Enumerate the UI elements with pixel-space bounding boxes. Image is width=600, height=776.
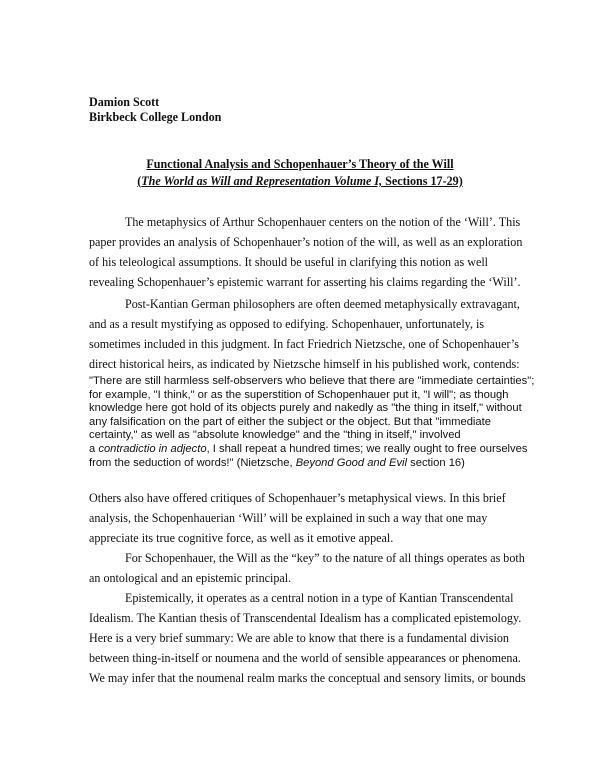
author-name: Damion Scott: [89, 95, 160, 109]
text-line: and as a result mystifying as opposed to edifying. Schopenhauer, unfortunately, is: [89, 317, 485, 331]
text-line: direct historical heirs, as indicated by Nietzsche himself in his published work, contends:: [89, 357, 520, 371]
author-block: [89, 95, 221, 125]
text-line: For Schopenhauer, the Will as the “key” to the nature of all things operates as both: [125, 551, 525, 565]
quote-latin-phrase: contradictio in adjecto: [98, 442, 207, 455]
quote-line: "There are still harmless self-observers who believe that there are "immediate certainties";: [89, 375, 535, 387]
paragraph-3: [89, 488, 529, 548]
quote-text: from the seduction of words!" (Nietzsche,: [89, 456, 296, 469]
text-line: revealing Schopenhauer’s epistemic warrant for asserting his claims regarding the ‘Will’.: [89, 275, 521, 289]
text-line: of his teleological assumptions. It should be useful in clarifying this notion as well: [89, 255, 489, 269]
quote-text: , I shall repeat a hundred times; we really ought to free ourselves: [206, 442, 528, 455]
nietzsche-quote: [89, 375, 534, 470]
text-line: analysis, the Schopenhauerian ‘Will’ will be explained in such a way that one may: [89, 511, 488, 525]
title-paren: (: [137, 174, 142, 188]
title-sections: Sections 17-29): [382, 174, 463, 188]
text-line: between thing-in-itself or noumena and the world of sensible appearances or phenomena.: [89, 651, 521, 665]
quote-line: [89, 443, 534, 457]
paragraph-2: [89, 294, 529, 374]
text-line: Here is a very brief summary: We are able to know that there is a fundamental division: [89, 631, 509, 645]
text-line: Epistemically, it operates as a central notion in a type of Kantian Transcendental: [125, 591, 514, 605]
text-line: an ontological and an epistemic principal.: [89, 571, 292, 585]
paragraph-1: [89, 212, 529, 292]
paragraph-4: [89, 548, 529, 588]
text-line: paper provides an analysis of Schopenhauer’s notion of the will, as well as an exploration: [89, 235, 523, 249]
text-line: We may infer that the noumenal realm marks the conceptual and sensory limits, or bounds: [89, 671, 526, 685]
text-line: sometimes included in this judgment. In fact Friedrich Nietzsche, one of Schopenhauer’s: [89, 337, 520, 351]
paragraph-5: [89, 588, 529, 688]
title-book-name: The World as Will and Representation Volume I,: [141, 174, 383, 188]
text-line: Others also have offered critiques of Schopenhauer’s metaphysical views. In this brief: [89, 491, 506, 505]
text-line: Post-Kantian German philosophers are often deemed metaphysically extravagant,: [125, 297, 520, 311]
paper-title: [0, 156, 600, 190]
quote-book-title: Beyond Good and Evil: [295, 456, 408, 469]
quote-line: for example, "I think," or as the superstition of Schopenhauer put it, "I will"; as though: [89, 388, 509, 401]
text-line: Idealism. The Kantian thesis of Transcendental Idealism has a complicated epistemology.: [89, 611, 522, 625]
title-line-1: Functional Analysis and Schopenhauer’s Theory of the Will: [146, 157, 454, 171]
title-line-2: [0, 173, 600, 190]
quote-text: section 16): [407, 456, 465, 469]
quote-line: knowledge here got hold of its objects purely and nakedly as "the thing in itself," without: [89, 402, 522, 415]
text-line: The metaphysics of Arthur Schopenhauer centers on the notion of the ‘Will’. This: [125, 215, 521, 229]
quote-line: any falsification on the part of either the subject or the object. But that "immediate: [89, 415, 491, 428]
quote-text: a: [89, 442, 99, 455]
quote-line: certainty," as well as "absolute knowledge" and the "thing in itself," involved: [89, 429, 461, 442]
quote-line: [89, 457, 534, 471]
author-affiliation: Birkbeck College London: [89, 110, 222, 124]
text-line: appreciate its true cognitive force, as well as it emotive appeal.: [89, 531, 394, 545]
